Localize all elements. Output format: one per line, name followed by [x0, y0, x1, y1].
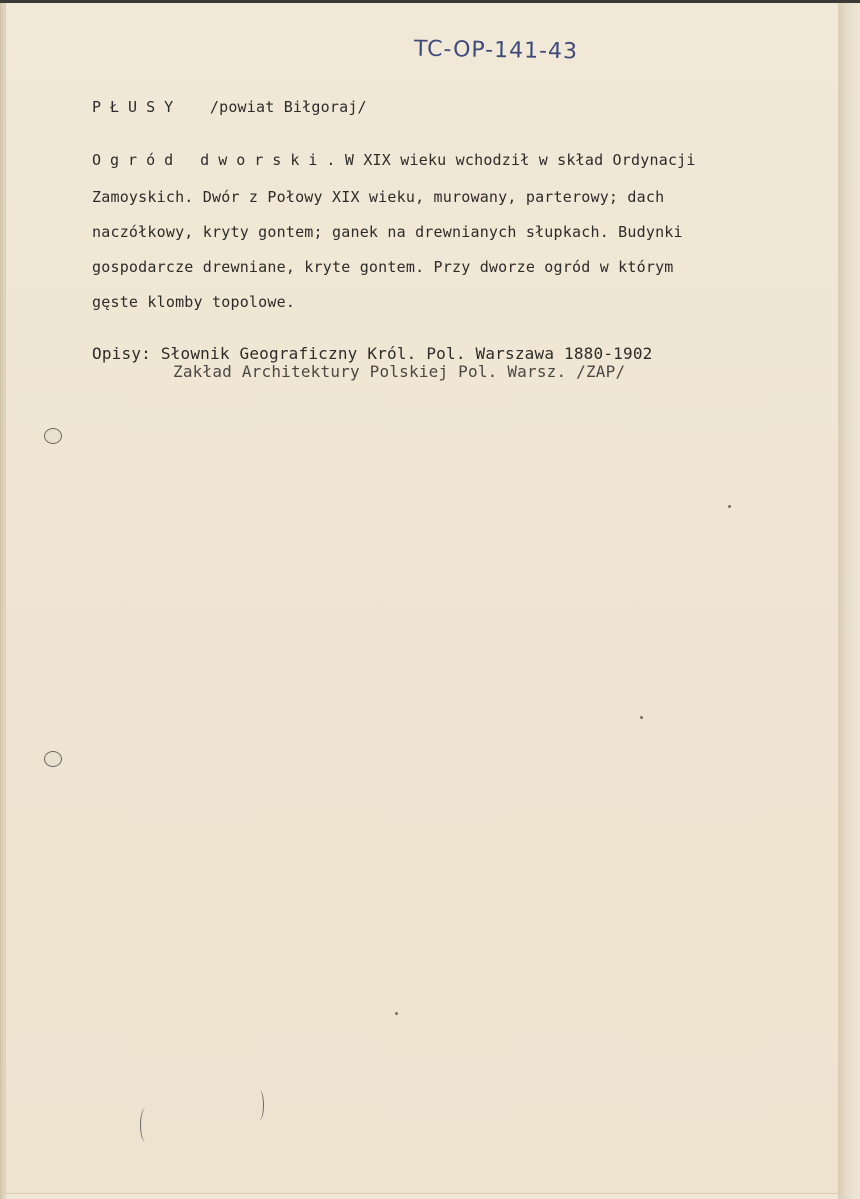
- body-line-text: . W XIX wieku wchodził w skład Ordynacji: [326, 151, 696, 169]
- body-heading: Ogród dworski: [92, 151, 327, 169]
- body-line-5: gęste klomby topolowe.: [92, 293, 296, 311]
- district-name: /powiat Biłgoraj/: [209, 98, 367, 116]
- page-right-edge: [838, 0, 860, 1199]
- document-page: [6, 3, 838, 1193]
- sources-line-1: [92, 344, 652, 363]
- body-line-3: naczółkowy, kryty gontem; ganek na drewnianych słupkach. Budynki: [92, 223, 683, 241]
- body-line-1: [92, 151, 696, 169]
- source-1: Słownik Geograficzny Król. Pol. Warszawa 1880-1902: [160, 344, 653, 363]
- source-2: Zakład Architektury Polskiej Pol. Warsz. /ZAP/: [173, 362, 626, 381]
- pencil-mark-right: [255, 1090, 264, 1120]
- punch-hole-bottom: [44, 751, 62, 767]
- page-top-edge: [0, 0, 860, 3]
- handwritten-reference-number: TC-OP-141-43: [413, 36, 579, 65]
- sources-label: Opisy:: [92, 344, 151, 363]
- paper-speck: [728, 505, 731, 508]
- place-name: PŁUSY: [92, 98, 183, 116]
- paper-speck: [395, 1012, 398, 1015]
- document-title: [92, 98, 367, 116]
- body-line-2: Zamoyskich. Dwór z Połowy XIX wieku, murowany, parterowy; dach: [92, 188, 665, 206]
- punch-hole-top: [44, 428, 62, 444]
- body-line-4: gospodarcze drewniane, kryte gontem. Przy dworze ogród w którym: [92, 258, 674, 276]
- pencil-mark-left: [140, 1108, 151, 1142]
- paper-speck: [640, 716, 643, 719]
